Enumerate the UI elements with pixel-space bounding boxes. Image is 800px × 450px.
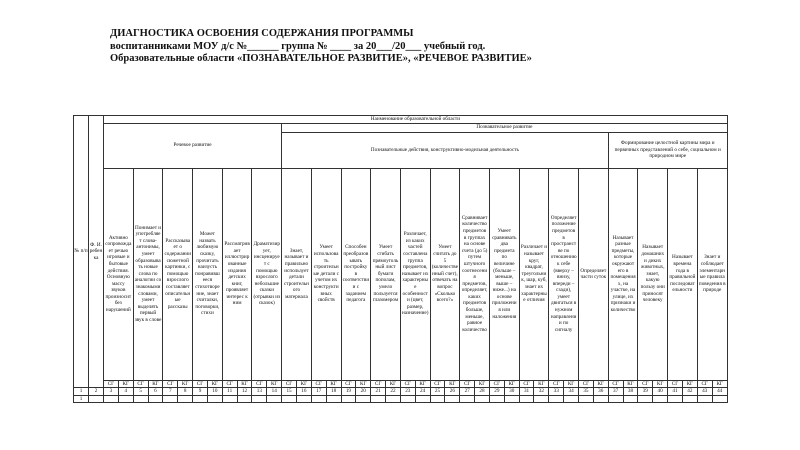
score-cell[interactable] [475,395,490,403]
criterion-header: Различает и называет круг, квадрат, треугольник, шар, куб, знает их характерные отличия [519,168,549,380]
score-cell[interactable] [460,395,475,403]
kg-header: КГ [504,380,519,388]
score-cell[interactable] [178,395,193,403]
column-number: 42 [682,388,697,396]
kg-header: КГ [267,380,282,388]
kg-header: КГ [356,380,371,388]
criterion-header: Драматизирует, инсценирует с помощью взрослого небольшие сказки (отрывки из сказок) [252,168,282,380]
sg-header: СГ [549,380,564,388]
criterion-header: Сравнивает количество предметов в группах на основе счета (до 5) путем штучного соотнесения предметов, определяет, каких предметов больше, меньше, равное количество [460,168,490,380]
sg-header: СГ [400,380,415,388]
column-number: 27 [460,388,475,396]
column-number: 29 [489,388,504,396]
score-cell[interactable] [193,395,208,403]
title-line-3: Образовательные области «ПОЗНАВАТЕЛЬНОЕ РАЗВИТИЕ», «РЕЧЕВОЕ РАЗВИТИЕ» [110,53,532,64]
column-number: 33 [549,388,564,396]
column-number: 24 [415,388,430,396]
column-number: 44 [712,388,727,396]
sg-header: СГ [133,380,148,388]
criterion-header: Знает, называет и правильно использует детали строительного материала [282,168,312,380]
column-number: 5 [133,388,148,396]
sg-header: СГ [460,380,475,388]
sg-header: СГ [341,380,356,388]
column-number: 16 [296,388,311,396]
criterion-header: Умеет считать до 5 (количественный счет), отвечать на вопрос «Сколько всего?» [430,168,460,380]
criterion-header: Знает и соблюдает элементарные правила поведения в природе [697,168,727,380]
criterion-header: Способен преобразовывать постройку в соответствии с заданием педагога [341,168,371,380]
score-cell[interactable] [386,395,401,403]
title-line-1: ДИАГНОСТИКА ОСВОЕНИЯ СОДЕРЖАНИЯ ПРОГРАММЫ [110,28,414,39]
score-cell[interactable] [237,395,252,403]
header-cognitive-development: Познавательное развитие [282,123,728,132]
criterion-header: Называет домашних и диких животных, знает, какую пользу они приносят человеку [638,168,668,380]
kg-header: КГ [178,380,193,388]
score-cell[interactable] [489,395,504,403]
table-row [74,395,728,403]
sg-header: СГ [638,380,653,388]
score-cell[interactable] [148,395,163,403]
kg-header: КГ [386,380,401,388]
column-number: 23 [400,388,415,396]
column-number: 10 [207,388,222,396]
score-cell[interactable] [415,395,430,403]
score-cell[interactable] [430,395,445,403]
kg-header: КГ [326,380,341,388]
kg-header: КГ [207,380,222,388]
criterion-header: Рассказывает о содержании сюжетной картинки, с помощью взрослого составляет описательные рассказы [163,168,193,380]
sg-header: СГ [697,380,712,388]
column-number: 17 [311,388,326,396]
sg-header: СГ [104,380,119,388]
header-world-picture: Формирование целостной картины мира и первичных представлений о себе, социальном и природном мире [608,132,727,168]
criterion-header: Определяет положение предметов в пространстве по отношению к себе (вверху – внизу, впереди – сзади), умеет двигаться в нужном направлении по сигналу [549,168,579,380]
column-number: 9 [193,388,208,396]
header-cognitive-actions: Познавательные действия, конструктивно-модельная деятельность [282,132,609,168]
score-cell[interactable] [118,395,133,403]
kg-header: КГ [475,380,490,388]
column-number: 25 [430,388,445,396]
score-cell[interactable] [697,395,712,403]
column-number: 40 [653,388,668,396]
sg-header: СГ [311,380,326,388]
score-cell[interactable] [282,395,297,403]
sg-header: СГ [193,380,208,388]
kg-header: КГ [415,380,430,388]
column-number: 1 [74,388,89,396]
kg-header: КГ [296,380,311,388]
score-cell[interactable] [296,395,311,403]
kg-header: КГ [564,380,579,388]
score-cell[interactable] [371,395,386,403]
sg-header: СГ [668,380,683,388]
criterion-header: Может назвать любимую сказку, прочитать наизусть понравившееся стихотворение, знает считалки, поговорки, стихи [193,168,223,380]
score-cell[interactable] [326,395,341,403]
score-cell[interactable] [341,395,356,403]
column-number: 37 [608,388,623,396]
kg-header: КГ [682,380,697,388]
sg-header: СГ [252,380,267,388]
score-cell[interactable] [608,395,623,403]
kg-header: КГ [593,380,608,388]
criterion-header: Различает, из каких частей составлена группа предметов, называет их характерные особенности (цвет, размер, назначение) [400,168,430,380]
kg-header: КГ [445,380,460,388]
score-cell[interactable] [623,395,638,403]
score-cell[interactable] [104,395,119,403]
column-number: 18 [326,388,341,396]
column-number: 35 [579,388,594,396]
column-number: 20 [356,388,371,396]
column-number: 36 [593,388,608,396]
column-number: 2 [89,388,104,396]
score-cell[interactable] [638,395,653,403]
column-number: 34 [564,388,579,396]
score-cell[interactable] [549,395,564,403]
column-number: 30 [504,388,519,396]
score-cell[interactable] [133,395,148,403]
header-area: Наименование образовательной области [104,116,728,124]
score-cell[interactable] [163,395,178,403]
column-number: 32 [534,388,549,396]
column-number: 21 [371,388,386,396]
score-cell[interactable] [311,395,326,403]
column-number: 39 [638,388,653,396]
criterion-header: Умеет сравнивать два предмета по величине (больше – меньше, выше – ниже...) на основе приложения или наложения [489,168,519,380]
column-number: 31 [519,388,534,396]
score-cell[interactable] [207,395,222,403]
row-number: 1 [74,395,89,403]
score-cell[interactable] [400,395,415,403]
kg-header: КГ [653,380,668,388]
score-cell[interactable] [89,395,104,403]
column-number: 15 [282,388,297,396]
column-number: 4 [118,388,133,396]
column-number: 12 [237,388,252,396]
document-title [110,28,532,66]
criterion-header: Рассматривает иллюстрированные издания детских книг, проявляет интерес к ним [222,168,252,380]
sg-header: СГ [163,380,178,388]
column-number: 26 [445,388,460,396]
criterion-header: Определяет части суток [579,168,609,380]
criterion-header: Называет разные предметы, которые окружают его в помещениях, на участке, на улице, их признаки и количество [608,168,638,380]
column-number: 28 [475,388,490,396]
sg-header: СГ [282,380,297,388]
column-number: 38 [623,388,638,396]
criterion-header: Понимает и употребляет слова-антонимы, умеет образовывать новые слова по аналогии со знакомыми словами, умеет выделять первый звук в слове [133,168,163,380]
kg-header: КГ [148,380,163,388]
column-number: 22 [386,388,401,396]
score-cell[interactable] [504,395,519,403]
column-number: 7 [163,388,178,396]
score-cell[interactable] [712,395,727,403]
kg-header: КГ [623,380,638,388]
sg-header: СГ [608,380,623,388]
sg-header: СГ [371,380,386,388]
title-line-2: воспитанниками МОУ д/с №______ группа № ____ за 20___/20___ учебный год. [110,40,486,52]
criterion-header: Называет времена года в правильной последовательности [668,168,698,380]
score-cell[interactable] [252,395,267,403]
score-cell[interactable] [445,395,460,403]
kg-header: КГ [712,380,727,388]
kg-header: КГ [237,380,252,388]
column-number: 43 [697,388,712,396]
score-cell[interactable] [682,395,697,403]
criterion-header: Умеет использовать строительные детали с учетом их конструктивных свойств [311,168,341,380]
score-cell[interactable] [668,395,683,403]
sg-header: СГ [579,380,594,388]
column-number: 3 [104,388,119,396]
column-number: 8 [178,388,193,396]
column-number: 11 [222,388,237,396]
diagnostics-table [73,115,728,403]
header-child-name: Ф. И. ребенка [89,116,104,388]
score-cell[interactable] [356,395,371,403]
column-number: 41 [668,388,683,396]
score-cell[interactable] [534,395,549,403]
sg-header: СГ [222,380,237,388]
score-cell[interactable] [593,395,608,403]
header-speech-development: Речевое развитие [104,123,282,168]
header-num: № п/п [74,116,89,388]
sg-header: СГ [519,380,534,388]
column-number: 19 [341,388,356,396]
score-cell[interactable] [579,395,594,403]
kg-header: КГ [118,380,133,388]
criterion-header: Активно сопровождает речью игровые и бытовые действия. Основную массу звуков произносит без нарушений [104,168,134,380]
score-cell[interactable] [222,395,237,403]
sg-header: СГ [489,380,504,388]
score-cell[interactable] [653,395,668,403]
score-cell[interactable] [267,395,282,403]
score-cell[interactable] [564,395,579,403]
column-number: 14 [267,388,282,396]
criterion-header: Умеет сгибать прямоугольный лист бумаги пополам, умело пользуется глазомером [371,168,401,380]
sg-header: СГ [430,380,445,388]
column-number: 6 [148,388,163,396]
kg-header: КГ [534,380,549,388]
column-number: 13 [252,388,267,396]
score-cell[interactable] [519,395,534,403]
